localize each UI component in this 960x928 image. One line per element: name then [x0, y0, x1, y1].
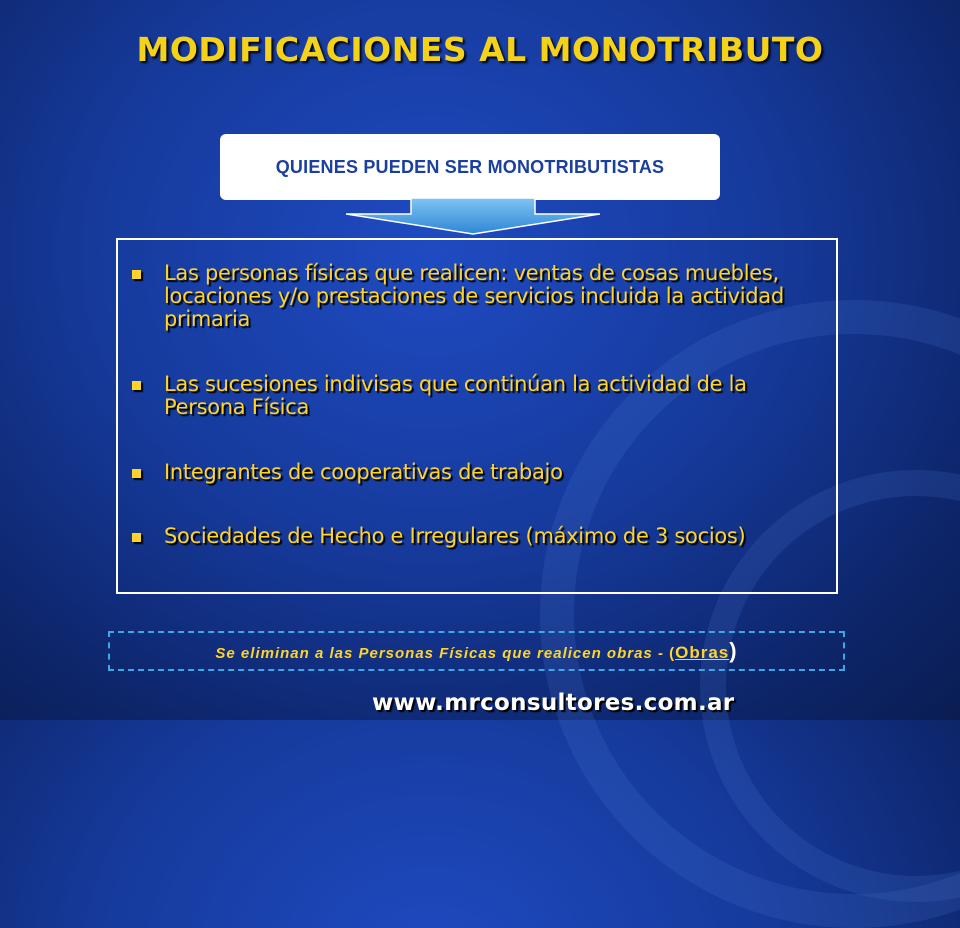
note-message: Se eliminan a las Personas Físicas que realicen obras -: [215, 645, 664, 662]
bullet-list: [130, 262, 830, 548]
website-url[interactable]: www.mrconsultores.com.ar: [372, 690, 735, 716]
square-bullet-icon: [132, 270, 141, 279]
note-close-paren: ): [729, 638, 738, 663]
square-bullet-icon: [132, 381, 141, 390]
banner-label: QUIENES PUEDEN SER MONOTRIBUTISTAS: [275, 156, 665, 177]
down-arrow-icon: [346, 198, 600, 236]
content-box: [116, 238, 838, 594]
slide-title: MODIFICACIONES AL MONOTRIBUTO: [136, 30, 824, 69]
note-open-paren: (: [669, 645, 676, 662]
note-text: [215, 638, 737, 664]
obras-link[interactable]: Obras: [675, 643, 730, 662]
bullet-text: Sociedades de Hecho e Irregulares (máximo de 3 socios): [164, 524, 746, 548]
bullet-text: Las sucesiones indivisas que continúan la actividad de la Persona Física: [164, 372, 747, 419]
bullet-text: Las personas físicas que realicen: ventas de cosas muebles, locaciones y/o prestaciones de servicios incluida la actividad primaria: [164, 261, 784, 331]
note-box: [108, 631, 845, 671]
list-item: [130, 525, 830, 548]
list-item: [130, 373, 830, 419]
header-banner: [220, 134, 720, 200]
bullet-text: Integrantes de cooperativas de trabajo: [164, 460, 563, 484]
square-bullet-icon: [132, 533, 141, 542]
list-item: [130, 262, 830, 331]
list-item: [130, 461, 830, 484]
square-bullet-icon: [132, 469, 141, 478]
